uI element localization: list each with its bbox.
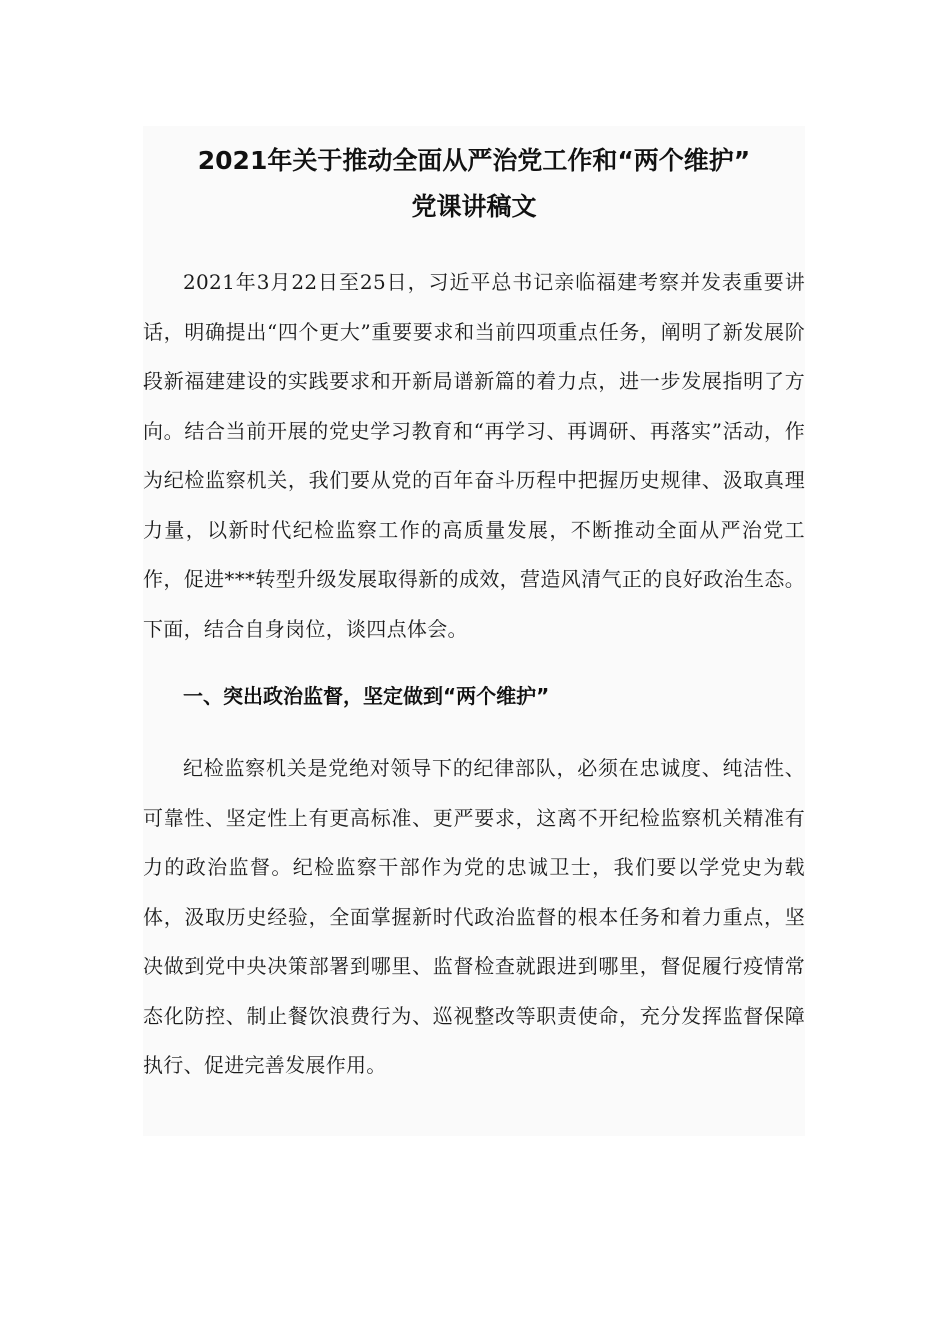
document-title [143, 126, 805, 230]
document-title-line-1: 2021年关于推动全面从严治党工作和“两个维护” [197, 146, 751, 175]
document-page [143, 126, 805, 1136]
section-1-heading: 一、突出政治监督，坚定做到“两个维护” [183, 684, 550, 708]
document-title-line-2: 党课讲稿文 [411, 192, 537, 221]
section-1-paragraph: 纪检监察机关是党绝对领导下的纪律部队，必须在忠诚度、纯洁性、可靠性、坚定性上有更高标准、更严要求，这离不开纪检监察机关精准有力的政治监督。纪检监察干部作为党的忠诚卫士，我们要以学党史为载体，汲取历史经验，全面掌握新时代政治监督的根本任务和着力重点，坚决做到党中央决策部署到哪里、监督检查就跟进到哪里，督促履行疫情常态化防控、制止餐饮浪费行为、巡视整改等职责使命，充分发挥监督保障执行、促进完善发展作用。 [143, 756, 805, 1077]
intro-paragraph: 2021年3月22日至25日，习近平总书记亲临福建考察并发表重要讲话，明确提出“四个更大”重要要求和当前四项重点任务，阐明了新发展阶段新福建建设的实践要求和开新局谱新篇的着力点，进一步发展指明了方向。结合当前开展的党史学习教育和“再学习、再调研、再落实”活动，作为纪检监察机关，我们要从党的百年奋斗历程中把握历史规律、汲取真理力量，以新时代纪检监察工作的高质量发展，不断推动全面从严治党工作，促进***转型升级发展取得新的成效，营造风清气正的良好政治生态。下面，结合自身岗位，谈四点体会。 [143, 270, 805, 641]
